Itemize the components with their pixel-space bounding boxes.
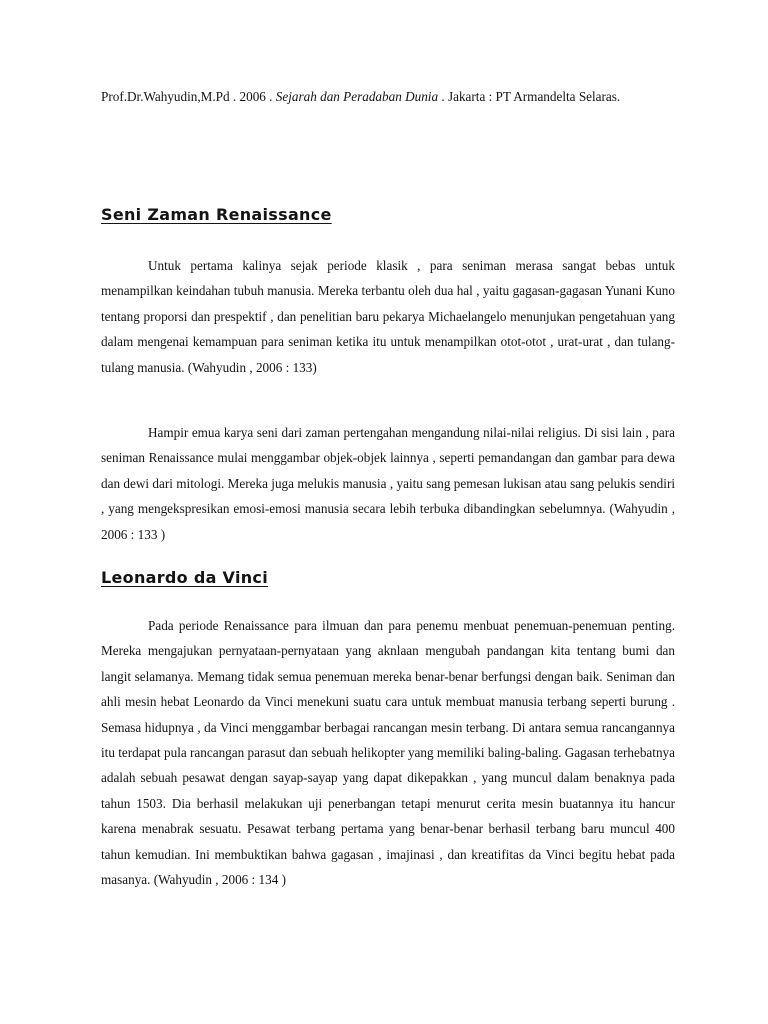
reference-title: Sejarah dan Peradaban Dunia (275, 89, 439, 104)
reference-authors: Prof.Dr.Wahyudin,M.Pd . 2006 . (101, 89, 276, 104)
section-heading-seni-zaman-renaissance: Seni Zaman Renaissance (101, 205, 332, 224)
reference-publisher: . Jakarta : PT Armandelta Selaras. (438, 89, 621, 104)
paragraph-renaissance-2: Hampir emua karya seni dari zaman pertengahan mengandung nilai-nilai religius. Di sisi lain , para seniman Renaissance mulai menggambar objek-objek lainnya , seperti pemandangan dan gambar para dewa dan dewi dari mitologi. Mereka juga melukis manusia , yaitu sang pemesan lukisan atau sang pelukis sendiri , yang mengekspresikan emosi-emosi manusia secara lebih terbuka dibandingkan sebelumnya. (Wahyudin , 2006 : 133 ) (101, 425, 675, 542)
reference-citation (101, 84, 681, 109)
paragraph-renaissance-1: Untuk pertama kalinya sejak periode klasik , para seniman merasa sangat bebas untuk menampilkan keindahan tubuh manusia. Mereka terbantu oleh dua hal , yaitu gagasan-gagasan Yunani Kuno tentang proporsi dan prespektif , dan penelitian baru pekarya Michaelangelo menunjukan pengetahuan yang dalam mengenai kemampuan para seniman ketika itu untuk menampilkan otot-otot , urat-urat , dan tulang-tulang manusia. (Wahyudin , 2006 : 133) (101, 258, 675, 375)
section-heading-leonardo-da-vinci: Leonardo da Vinci (101, 568, 268, 587)
paragraph-leonardo-1: Pada periode Renaissance para ilmuan dan para penemu menbuat penemuan-penemuan penting. Mereka mengajukan pernyataan-pernyataan yang aknlaan mengubah pandangan kita tentang bumi dan langit selamanya. Memang tidak semua penemuan mereka benar-benar berfungsi dengan baik. Seniman dan ahli mesin hebat Leonardo da Vinci menekuni suatu cara untuk membuat manusia terbang seperti burung . Semasa hidupnya , da Vinci menggambar berbagai rancangan mesin terbang. Di antara semua rancangannya itu terdapat pula rancangan parasut dan sebuah helikopter yang memiliki baling-baling. Gagasan terhebatnya adalah sebuah pesawat dengan sayap-sayap yang dapat dikepakkan , yang muncul dalam benaknya pada tahun 1503. Dia berhasil melakukan uji penerbangan tetapi menurut cerita mesin buatannya itu hancur karena menabrak sesuatu. Pesawat terbang pertama yang benar-benar berhasil terbang baru muncul 400 tahun kemudian. Ini membuktikan bahwa gagasan , imajinasi , dan kreatifitas da Vinci begitu hebat pada masanya. (Wahyudin , 2006 : 134 ) (101, 618, 675, 888)
